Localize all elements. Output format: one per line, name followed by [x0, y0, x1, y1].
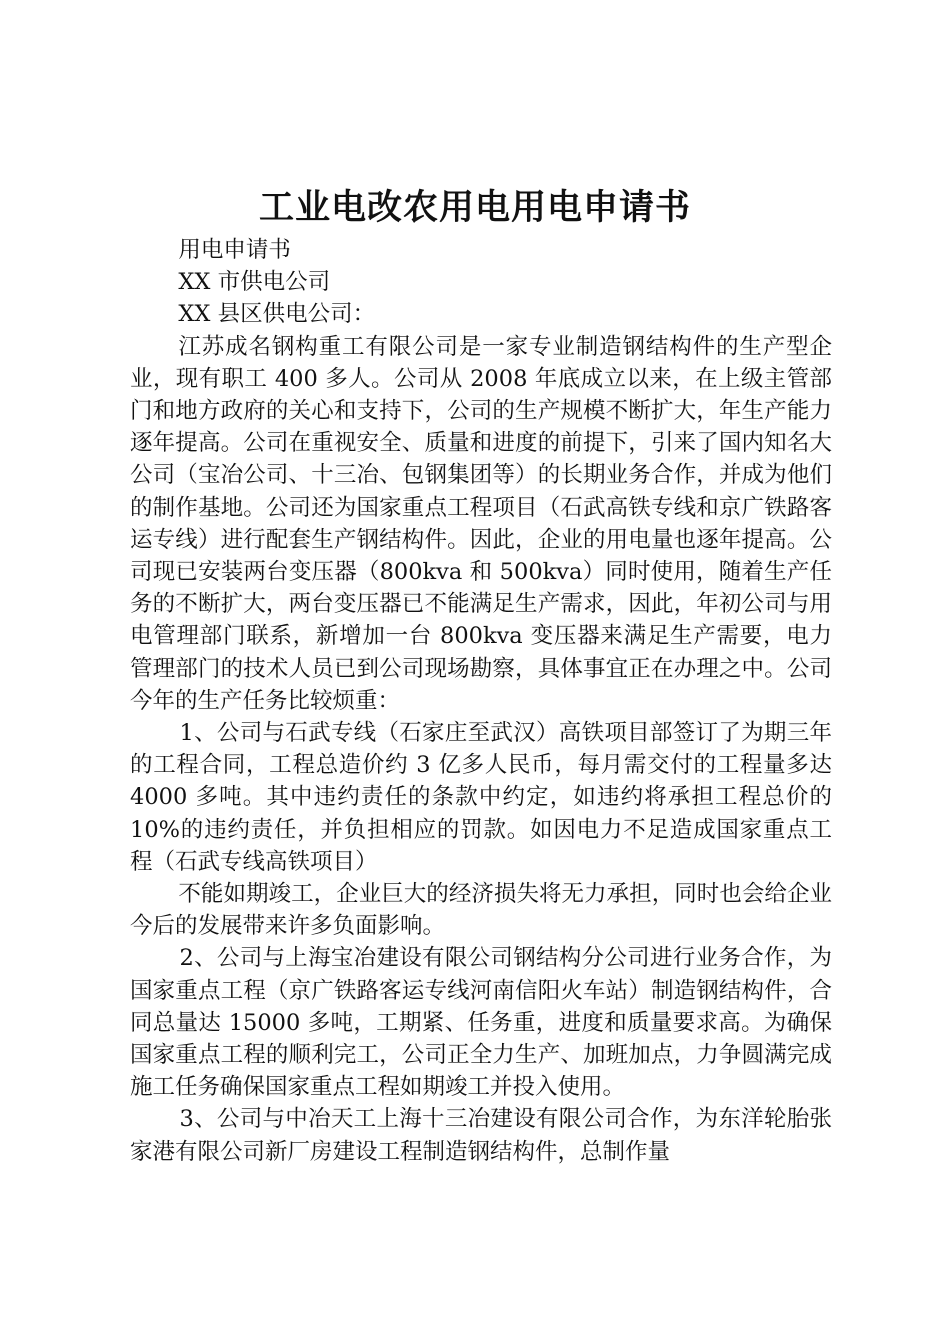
- paragraph-company-introduction: 江苏成名钢构重工有限公司是一家专业制造钢结构件的生产型企业，现有职工 400 多人。公司从 2008 年底成立以来，在上级主管部门和地方政府的关心和支持下，公司的生产规模不断扩大，年生产能力逐年提高。公司在重视安全、质量和进度的前提下，引来了国内知名大公司（宝冶公司、十三冶、包钢集团等）的长期业务合作，并成为他们的制作基地。公司还为国家重点工程项目（石武高铁专线和京广铁路客运专线）进行配套生产钢结构件。因此，企业的用电量也逐年提高。公司现已安装两台变压器（800kva 和 500kva）同时使用，随着生产任务的不断扩大，两台变压器已不能满足生产需求，因此，年初公司与用电管理部门联系，新增加一台 800kva 变压器来满足生产需要，电力管理部门的技术人员已到公司现场勘察，具体事宜正在办理之中。公司今年的生产任务比较烦重：: [130, 333, 832, 714]
- document-body: [130, 234, 832, 1168]
- paragraph-item-3: 3、公司与中冶天工上海十三冶建设有限公司合作，为东洋轮胎张家港有限公司新厂房建设工程制造钢结构件，总制作量: [130, 1106, 832, 1165]
- paragraph-item-1-continued: 不能如期竣工，企业巨大的经济损失将无力承担，同时也会给企业今后的发展带来许多负面影响。: [130, 881, 832, 940]
- paragraph-item-1: 1、公司与石武专线（石家庄至武汉）高铁项目部签订了为期三年的工程合同，工程总造价约 3 亿多人民币，每月需交付的工程量多达 4000 多吨。其中违约责任的条款中约定，如违约将承担工程总价的 10%的违约责任，并负担相应的罚款。如因电力不足造成国家重点工程（石武专线高铁项目）: [130, 720, 832, 875]
- document-title: 工业电改农用电用电申请书: [258, 187, 691, 228]
- paragraph-county-recipient: XX 县区供电公司：: [178, 301, 376, 328]
- paragraph-city-recipient: XX 市供电公司: [178, 269, 331, 296]
- paragraph-item-2: 2、公司与上海宝冶建设有限公司钢结构分公司进行业务合作，为国家重点工程（京广铁路客运专线河南信阳火车站）制造钢结构件，合同总量达 15000 多吨，工期紧、任务重，进度和质量要求高。为确保国家重点工程的顺利完工，公司正全力生产、加班加点，力争圆满完成施工任务确保国家重点工程如期竣工并投入使用。: [130, 945, 832, 1101]
- paragraph-application-label: 用电申请书: [178, 237, 291, 263]
